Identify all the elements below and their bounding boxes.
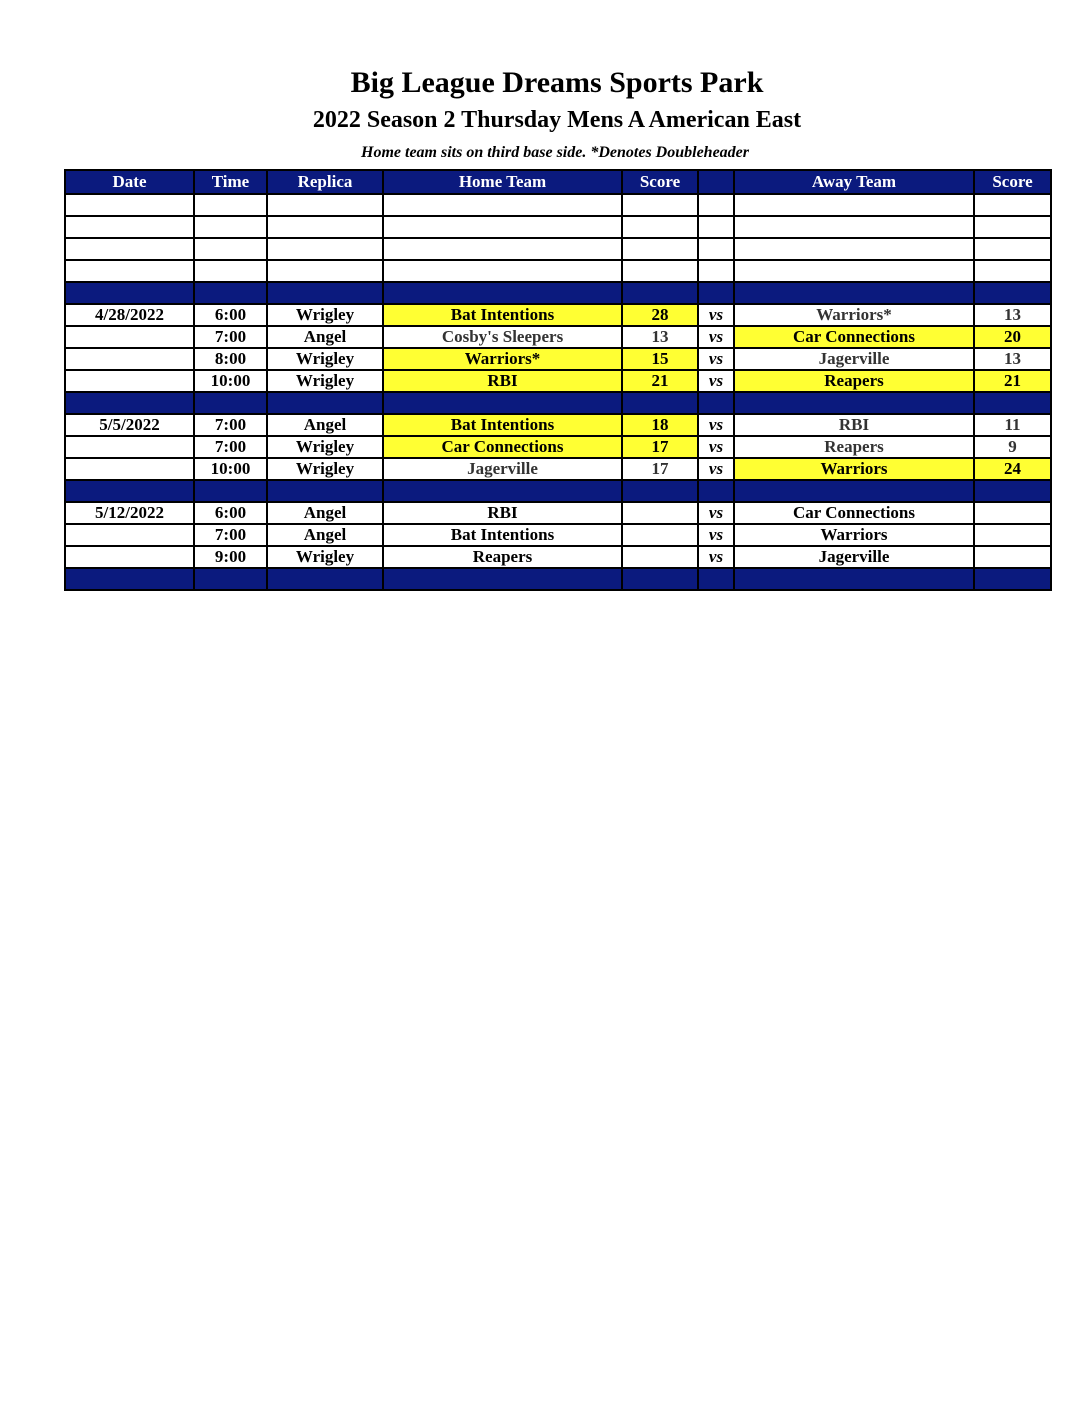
game-row (65, 326, 1051, 348)
home-score (622, 502, 698, 524)
game-replica: Wrigley (267, 546, 383, 568)
game-replica: Wrigley (267, 436, 383, 458)
away-team: Reapers (734, 436, 974, 458)
game-row (65, 414, 1051, 436)
home-score: 15 (622, 348, 698, 370)
game-row (65, 524, 1051, 546)
game-replica: Angel (267, 524, 383, 546)
page-subtitle: 2022 Season 2 Thursday Mens A American East (312, 107, 802, 133)
separator-row (65, 568, 1051, 590)
home-score: 18 (622, 414, 698, 436)
empty-row (65, 216, 1051, 238)
away-team: Warriors* (734, 304, 974, 326)
home-score: 17 (622, 458, 698, 480)
game-replica: Angel (267, 502, 383, 524)
vs-label: vs (698, 546, 734, 568)
away-team: Jagerville (734, 546, 974, 568)
game-date (65, 326, 194, 348)
vs-label: vs (698, 304, 734, 326)
game-date: 4/28/2022 (65, 304, 194, 326)
header-row (65, 170, 1051, 194)
separator-row (65, 480, 1051, 502)
away-team: RBI (734, 414, 974, 436)
game-time: 7:00 (194, 326, 267, 348)
vs-label: vs (698, 436, 734, 458)
home-score (622, 546, 698, 568)
game-date (65, 524, 194, 546)
vs-label: vs (698, 326, 734, 348)
header-date: Date (65, 170, 194, 194)
header-away-team: Away Team (734, 170, 974, 194)
game-date (65, 546, 194, 568)
away-score: 20 (974, 326, 1051, 348)
home-score: 17 (622, 436, 698, 458)
away-score: 9 (974, 436, 1051, 458)
header-replica: Replica (267, 170, 383, 194)
vs-label: vs (698, 524, 734, 546)
vs-label: vs (698, 458, 734, 480)
game-row (65, 436, 1051, 458)
game-time: 6:00 (194, 502, 267, 524)
game-date: 5/5/2022 (65, 414, 194, 436)
header-time: Time (194, 170, 267, 194)
home-team: RBI (383, 370, 622, 392)
home-team: Bat Intentions (383, 414, 622, 436)
away-score (974, 546, 1051, 568)
away-team: Car Connections (734, 502, 974, 524)
game-row (65, 458, 1051, 480)
home-score (622, 524, 698, 546)
game-replica: Angel (267, 414, 383, 436)
home-team: RBI (383, 502, 622, 524)
separator-row (65, 282, 1051, 304)
away-team: Warriors (734, 458, 974, 480)
home-team: Reapers (383, 546, 622, 568)
away-score: 13 (974, 304, 1051, 326)
away-score (974, 524, 1051, 546)
empty-row (65, 194, 1051, 216)
game-replica: Angel (267, 326, 383, 348)
header-home-score: Score (622, 170, 698, 194)
home-team: Car Connections (383, 436, 622, 458)
vs-label: vs (698, 348, 734, 370)
vs-label: vs (698, 502, 734, 524)
game-replica: Wrigley (267, 370, 383, 392)
game-date (65, 348, 194, 370)
game-time: 7:00 (194, 524, 267, 546)
empty-row (65, 260, 1051, 282)
away-score: 11 (974, 414, 1051, 436)
game-replica: Wrigley (267, 458, 383, 480)
page-title: Big League Dreams Sports Park (350, 66, 764, 99)
game-date (65, 436, 194, 458)
away-team: Car Connections (734, 326, 974, 348)
home-score: 13 (622, 326, 698, 348)
away-score: 24 (974, 458, 1051, 480)
away-score: 13 (974, 348, 1051, 370)
game-row (65, 304, 1051, 326)
home-team: Bat Intentions (383, 524, 622, 546)
game-row (65, 546, 1051, 568)
home-team: Jagerville (383, 458, 622, 480)
schedule-note: Home team sits on third base side. *Denotes Doubleheader (361, 144, 749, 161)
game-time: 7:00 (194, 436, 267, 458)
game-date (65, 458, 194, 480)
vs-label: vs (698, 414, 734, 436)
header-vs (698, 170, 734, 194)
game-row (65, 348, 1051, 370)
away-team: Reapers (734, 370, 974, 392)
away-team: Jagerville (734, 348, 974, 370)
empty-row (65, 238, 1051, 260)
game-replica: Wrigley (267, 348, 383, 370)
home-team: Cosby's Sleepers (383, 326, 622, 348)
schedule-table (64, 169, 1052, 591)
separator-row (65, 392, 1051, 414)
game-time: 7:00 (194, 414, 267, 436)
vs-label: vs (698, 370, 734, 392)
game-date (65, 370, 194, 392)
header-away-score: Score (974, 170, 1051, 194)
game-row (65, 502, 1051, 524)
game-time: 6:00 (194, 304, 267, 326)
game-time: 10:00 (194, 370, 267, 392)
game-date: 5/12/2022 (65, 502, 194, 524)
game-time: 9:00 (194, 546, 267, 568)
game-time: 10:00 (194, 458, 267, 480)
game-replica: Wrigley (267, 304, 383, 326)
header-home-team: Home Team (383, 170, 622, 194)
home-score: 28 (622, 304, 698, 326)
home-score: 21 (622, 370, 698, 392)
home-team: Bat Intentions (383, 304, 622, 326)
home-team: Warriors* (383, 348, 622, 370)
game-row (65, 370, 1051, 392)
away-score (974, 502, 1051, 524)
game-time: 8:00 (194, 348, 267, 370)
away-team: Warriors (734, 524, 974, 546)
away-score: 21 (974, 370, 1051, 392)
